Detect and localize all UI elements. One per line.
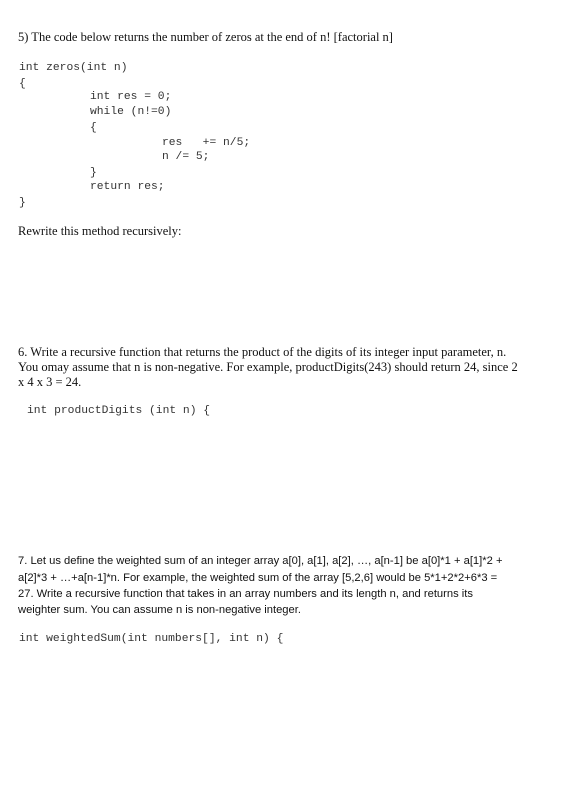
q5-code-open-brace: { [19,78,26,90]
q5-code-close-brace: } [19,197,26,209]
q5-code-loop-close: } [90,167,97,179]
question-5-title: 5) The code below returns the number of zeros at the end of n! [factorial n] [18,30,393,44]
question-6-line-2: You omay assume that n is non-negative. For example, productDigits(243) should return 24, since 2 [18,360,518,374]
q5-code-statement-1: res += n/5; [162,137,251,149]
question-7-line-2: a[2]*3 + …+a[n-1]*n. For example, the weighted sum of the array [5,2,6] would be 5*1+2*2+6*3 = [18,572,498,584]
q5-code-loop-open: { [90,122,97,134]
question-6-line-1: 6. Write a recursive function that returns the product of the digits of its integer input parameter, n. [18,345,507,359]
q5-code-statement-2: n /= 5; [162,151,210,163]
q5-code-return: return res; [90,181,165,193]
q5-code-declaration: int res = 0; [90,91,172,103]
q7-code-signature: int weightedSum(int numbers[], int n) { [19,633,284,645]
question-5-prompt: Rewrite this method recursively: [18,224,182,238]
q6-code-signature: int productDigits (int n) { [27,405,211,417]
q5-code-while: while (n!=0) [90,106,172,118]
question-6-line-3: x 4 x 3 = 24. [18,375,82,389]
question-7-line-1: 7. Let us define the weighted sum of an integer array a[0], a[1], a[2], …, a[n-1] be a[0]*1 + a[1]*2 + [18,555,503,567]
question-7-line-4: weighter sum. You can assume n is non-negative integer. [18,604,301,616]
q5-code-signature: int zeros(int n) [19,62,128,74]
question-7-line-3: 27. Write a recursive function that takes in an array numbers and its length n, and returns its [18,588,473,600]
